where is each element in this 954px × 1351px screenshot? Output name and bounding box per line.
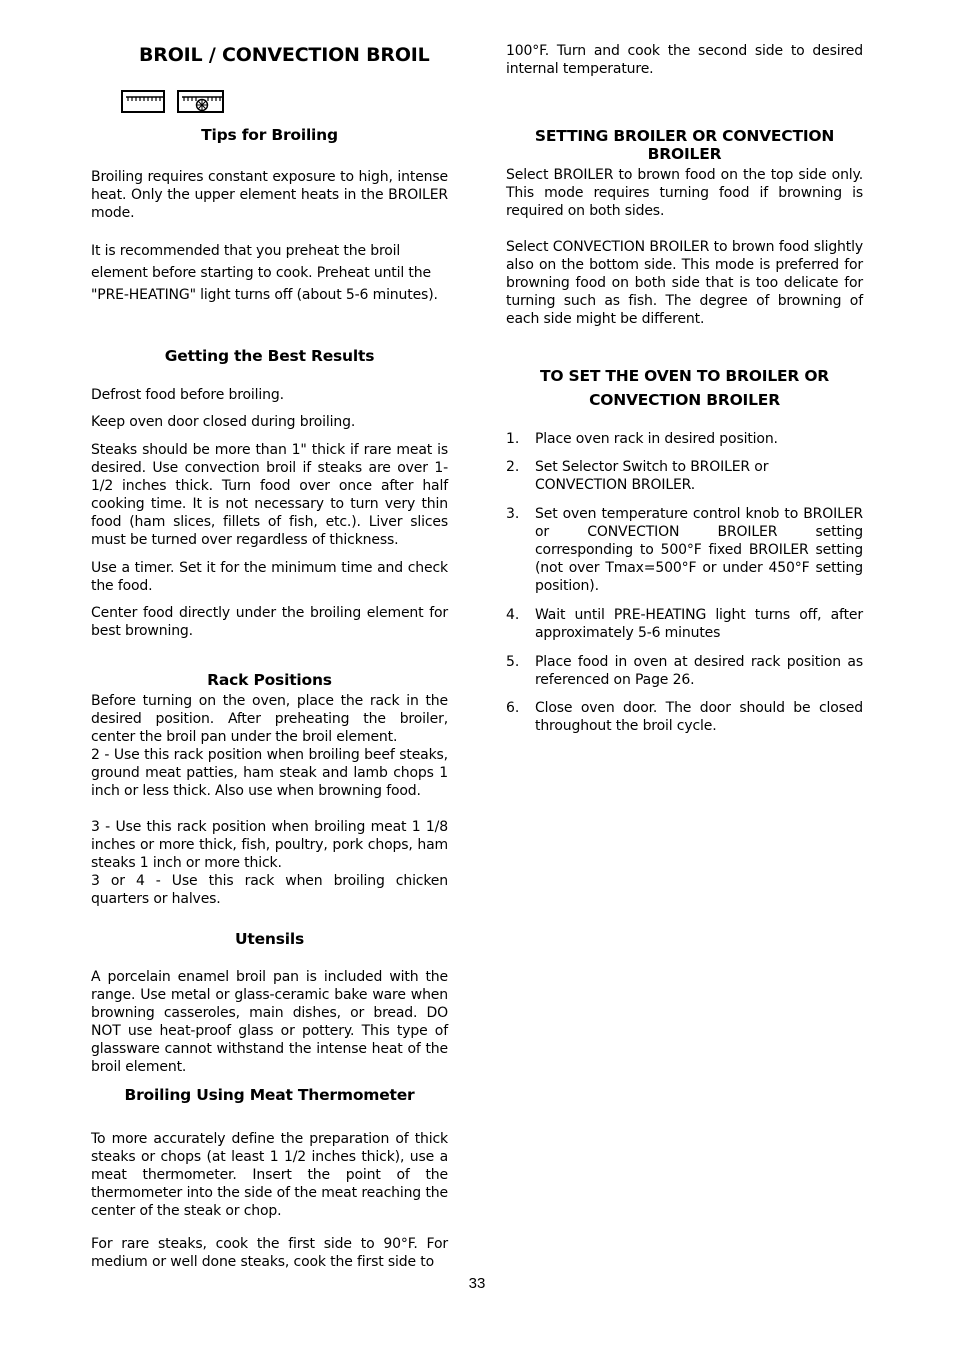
setting-broiler-heading: SETTING BROILER OR CONVECTION BROILER xyxy=(534,127,835,163)
thermometer-paragraph-1: To more accurately define the preparation of thick steaks or chops (at least 1 1/2 inches thick), use a meat thermometer. Insert the point of the thermometer into the side of the meat reaching the center of the steak or chop. xyxy=(91,1131,448,1219)
best-results-paragraph-3: Steaks should be more than 1" thick if rare meat is desired. Use convection broil if steaks are over 1-1/2 inches thick. Turn food over once after half cooking time. It is not necessary to turn very thin food (ham slices, fillets of fish, etc.). Liver slices must be turned over regardless of thickness. xyxy=(91,442,448,548)
step-number: 2. xyxy=(506,459,520,475)
thermometer-paragraph-2: For rare steaks, cook the first side to 90°F. For medium or well done steaks, cook the first side to xyxy=(91,1236,448,1270)
setting-paragraph-1: Select BROILER to brown food on the top side only. This mode requires turning food if browning is required on both sides. xyxy=(506,167,863,219)
utensils-heading: Utensils xyxy=(234,930,305,948)
step-number: 5. xyxy=(506,654,520,670)
best-results-paragraph-2: Keep oven door closed during broiling. xyxy=(91,414,356,430)
page-title: BROIL / CONVECTION BROIL xyxy=(139,44,430,66)
tips-paragraph-2: It is recommended that you preheat the broil element before starting to cook. Preheat until the "PRE-HEATING" light turns off (about 5-6 minutes). xyxy=(91,243,438,303)
step-text: Place oven rack in desired position. xyxy=(535,431,778,447)
broil-element-icon xyxy=(121,90,165,113)
tips-paragraph-1: Broiling requires constant exposure to high, intense heat. Only the upper element heats in the BROILER mode. xyxy=(91,169,448,221)
step-number: 6. xyxy=(506,700,520,716)
setting-paragraph-2: Select CONVECTION BROILER to brown food slightly also on the bottom side. This mode is preferred for browning food on both side that is too delicate for turning such as fish. The degree of browning of each side might be different. xyxy=(506,239,863,327)
convection-broil-icon xyxy=(177,90,224,113)
best-results-paragraph-4: Use a timer. Set it for the minimum time and check the food. xyxy=(91,560,448,594)
rack-paragraph-2: 2 - Use this rack position when broiling beef steaks, ground meat patties, ham steak and lamb chops 1 inch or less thick. Also use when browning food. xyxy=(91,747,448,799)
rack-paragraph-4: 3 or 4 - Use this rack when broiling chicken quarters or halves. xyxy=(91,873,448,907)
step-number: 1. xyxy=(506,431,520,447)
step-text: Set Selector Switch to BROILER or CONVECTION BROILER. xyxy=(535,459,769,493)
meat-thermometer-heading: Broiling Using Meat Thermometer xyxy=(124,1086,415,1104)
best-results-heading: Getting the Best Results xyxy=(164,347,375,365)
to-set-heading-line-2: CONVECTION BROILER xyxy=(589,391,780,409)
tips-heading: Tips for Broiling xyxy=(201,126,338,144)
step-number: 3. xyxy=(506,506,520,522)
step-text: Wait until PRE-HEATING light turns off, after approximately 5-6 minutes xyxy=(535,607,863,641)
step-text: Close oven door. The door should be closed throughout the broil cycle. xyxy=(535,700,863,734)
rack-paragraph-1: Before turning on the oven, place the rack in the desired position. After preheating the broiler, center the broil pan under the broil element. xyxy=(91,693,448,745)
utensils-paragraph: A porcelain enamel broil pan is included with the range. Use metal or glass-ceramic bake ware when browning casseroles, main dishes, or bread. DO NOT use heat-proof glass or pottery. This type of glassware cannot withstand the intense heat of the broil element. xyxy=(91,969,448,1075)
step-text: Set oven temperature control knob to BROILER or CONVECTION BROILER setting corresponding to 500°F fixed BROILER setting (not over Tmax=500°F or under 450°F setting position). xyxy=(535,506,863,594)
page-number: 33 xyxy=(468,1275,486,1292)
rack-paragraph-3: 3 - Use this rack position when broiling meat 1 1/8 inches or more thick, fish, poultry, pork chops, ham steaks 1 inch or more thick. xyxy=(91,819,448,871)
best-results-paragraph-5: Center food directly under the broiling element for best browning. xyxy=(91,605,448,639)
step-text: Place food in oven at desired rack position as referenced on Page 26. xyxy=(535,654,863,688)
step-number: 4. xyxy=(506,607,520,623)
best-results-paragraph-1: Defrost food before broiling. xyxy=(91,387,284,403)
to-set-heading-line-1: TO SET THE OVEN TO BROILER OR xyxy=(539,367,830,385)
rack-positions-heading: Rack Positions xyxy=(207,671,332,689)
thermometer-continued: 100°F. Turn and cook the second side to desired internal temperature. xyxy=(506,43,863,77)
